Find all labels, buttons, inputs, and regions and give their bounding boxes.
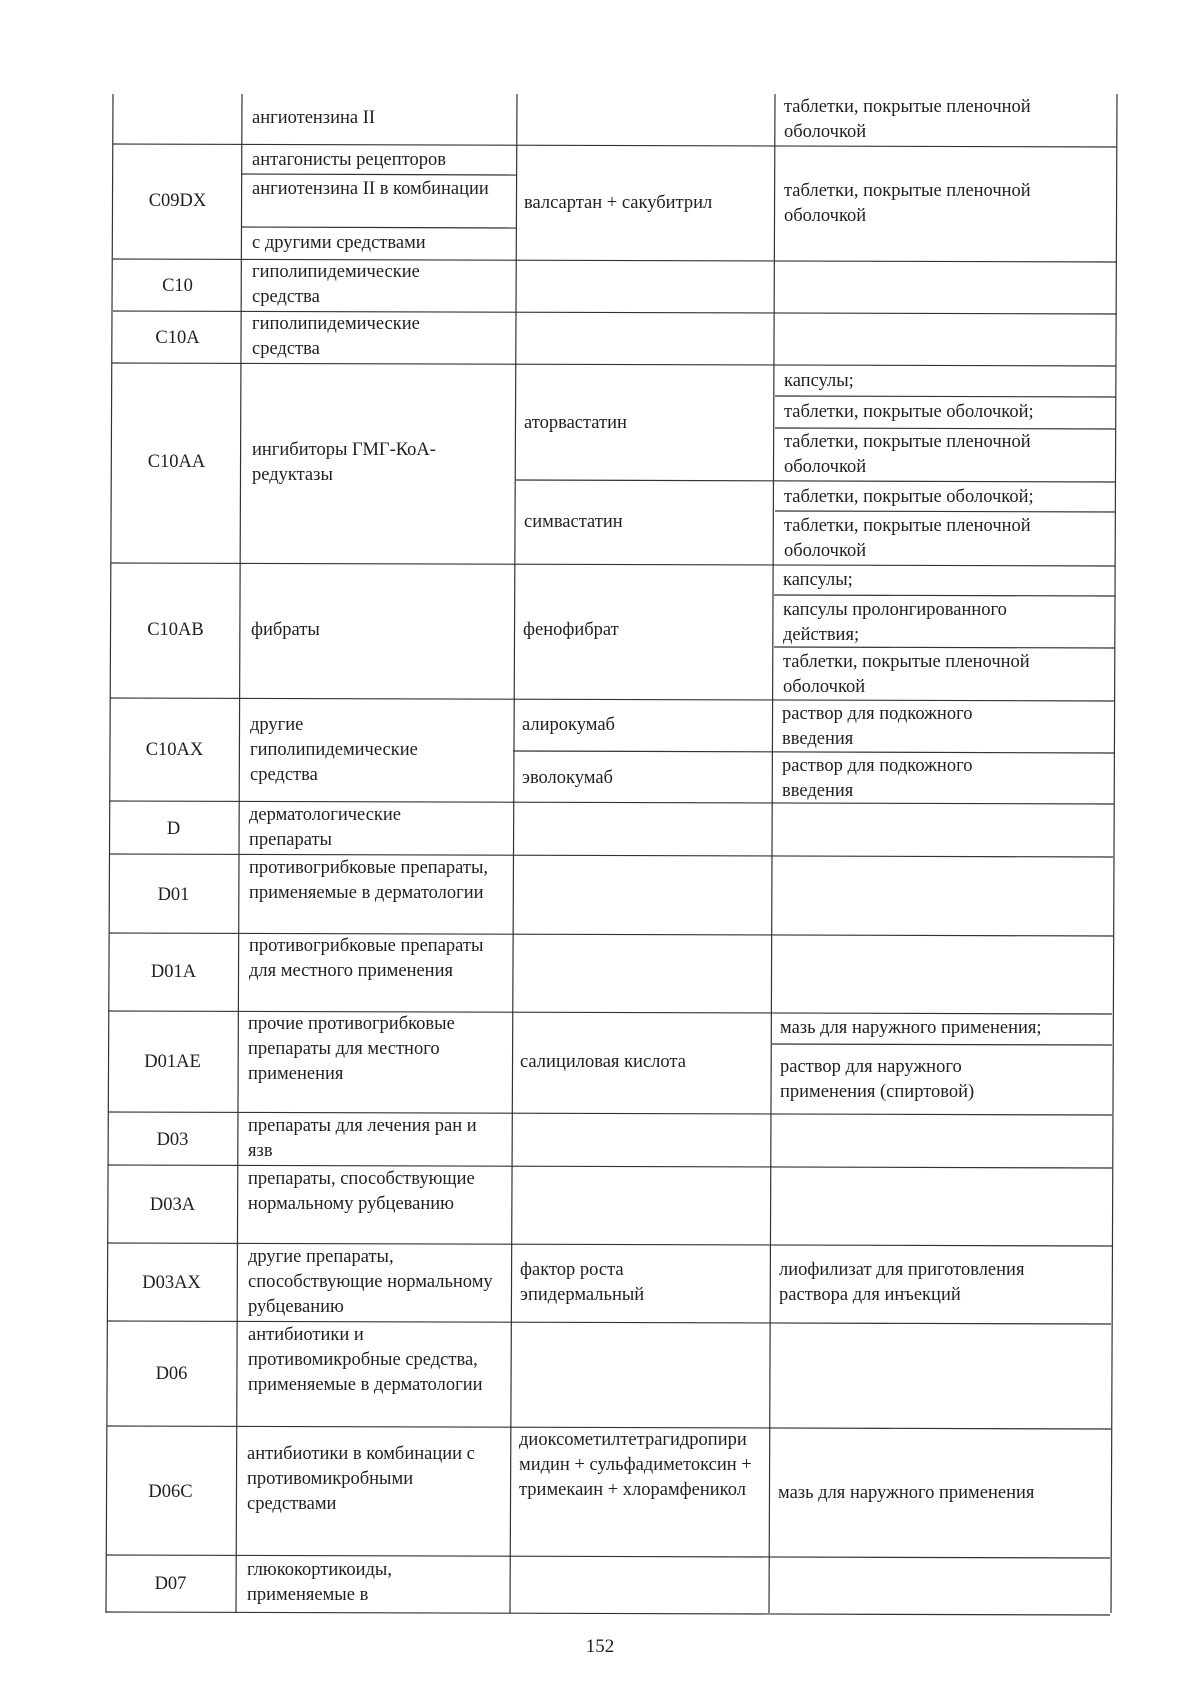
code-cell: C09DX: [148, 191, 207, 211]
code-cell: D06: [155, 1364, 188, 1384]
drug-cell: фенофибрат: [523, 620, 619, 640]
drug-cell: валсартан + сакубитрил: [524, 193, 713, 213]
group-cell: фибраты: [251, 620, 320, 640]
code-cell: D06C: [148, 1482, 193, 1502]
code-cell: D03: [156, 1130, 189, 1150]
group-cell: препараты для лечения ран и язв: [248, 1116, 477, 1161]
group-cell: препараты, способствующие нормальному рубцеванию: [248, 1169, 475, 1214]
code-cell: D01AE: [144, 1052, 201, 1072]
form-cell: таблетки, покрытые пленочной оболочкой: [784, 516, 1031, 561]
group-cell: глюкокортикоиды, применяемые в: [247, 1560, 392, 1605]
group-cell: противогрибковые препараты, применяемые в дерматологии: [249, 858, 489, 903]
group-cell: антибиотики и противомикробные средства, применяемые в дерматологии: [248, 1325, 483, 1395]
form-cell: мазь для наружного применения;: [780, 1018, 1042, 1038]
code-cell: D07: [154, 1574, 187, 1594]
form-cell: таблетки, покрытые оболочкой;: [784, 402, 1034, 422]
drug-cell: салициловая кислота: [520, 1052, 686, 1072]
group-cell: другие гиполипидемические средства: [250, 715, 418, 785]
drug-cell: диоксометилтетрагидропиримидин + сульфадиметоксин + тримекаин + хлорамфеникол: [519, 1430, 752, 1500]
form-cell: капсулы;: [784, 371, 854, 391]
form-text: таблетки, покрытые пленочной оболочкой: [784, 97, 1031, 142]
form-cell: капсулы пролонгированного действия;: [783, 600, 1007, 645]
form-cell: лиофилизат для приготовления раствора для инъекций: [779, 1260, 1025, 1305]
form-cell: раствор для наружного применения (спиртовой): [780, 1057, 975, 1102]
group-cell: антибиотики в комбинации с противомикробными средствами: [247, 1444, 475, 1514]
form-cell: таблетки, покрытые оболочкой;: [784, 487, 1034, 507]
drug-cell: аторвастатин: [524, 413, 627, 433]
code-cell: C10AA: [147, 452, 206, 472]
code-cell: C10AX: [145, 740, 204, 760]
group-cell-part: ангиотензина II в комбинации: [252, 179, 489, 199]
group-cell-part: с другими средствами: [252, 233, 426, 253]
drug-cell: фактор роста эпидермальный: [520, 1260, 645, 1305]
form-cell: таблетки, покрытые пленочной оболочкой: [784, 432, 1031, 477]
group-cell: ингибиторы ГМГ-КоА-редуктазы: [252, 440, 436, 485]
group-cell: противогрибковые препараты для местного применения: [249, 936, 484, 981]
drug-cell: симвастатин: [524, 512, 623, 532]
form-cell: [784, 95, 1094, 145]
code-cell: D01: [157, 885, 190, 905]
form-cell: таблетки, покрытые пленочной оболочкой: [783, 652, 1030, 697]
form-cell: таблетки, покрытые пленочной оболочкой: [784, 181, 1031, 226]
group-cell: гиполипидемические средства: [252, 262, 420, 307]
code-cell: D03AX: [142, 1273, 201, 1293]
form-cell: раствор для подкожного введения: [782, 704, 973, 749]
group-cell: гиполипидемические средства: [252, 314, 420, 359]
page-number: 152: [585, 1636, 615, 1657]
drug-cell: алирокумаб: [522, 715, 615, 735]
group-cell: дерматологические препараты: [249, 805, 402, 850]
form-cell: капсулы;: [783, 570, 853, 590]
code-cell: C10A: [155, 328, 200, 348]
code-cell: D: [166, 819, 181, 839]
form-cell: мазь для наружного применения: [778, 1483, 1035, 1503]
group-cell-part: антагонисты рецепторов: [252, 150, 446, 170]
code-cell: D03A: [149, 1195, 196, 1215]
code-cell: C10AB: [147, 620, 204, 640]
group-cell: другие препараты, способствующие нормальному рубцеванию: [248, 1247, 493, 1317]
form-cell: раствор для подкожного введения: [782, 756, 973, 801]
code-cell: D01A: [150, 962, 197, 982]
code-cell: C10: [162, 276, 193, 296]
drug-cell: эволокумаб: [522, 768, 613, 788]
group-cell: прочие противогрибковые препараты для местного применения: [248, 1014, 455, 1084]
group-cell: ангиотензина II: [252, 108, 376, 128]
